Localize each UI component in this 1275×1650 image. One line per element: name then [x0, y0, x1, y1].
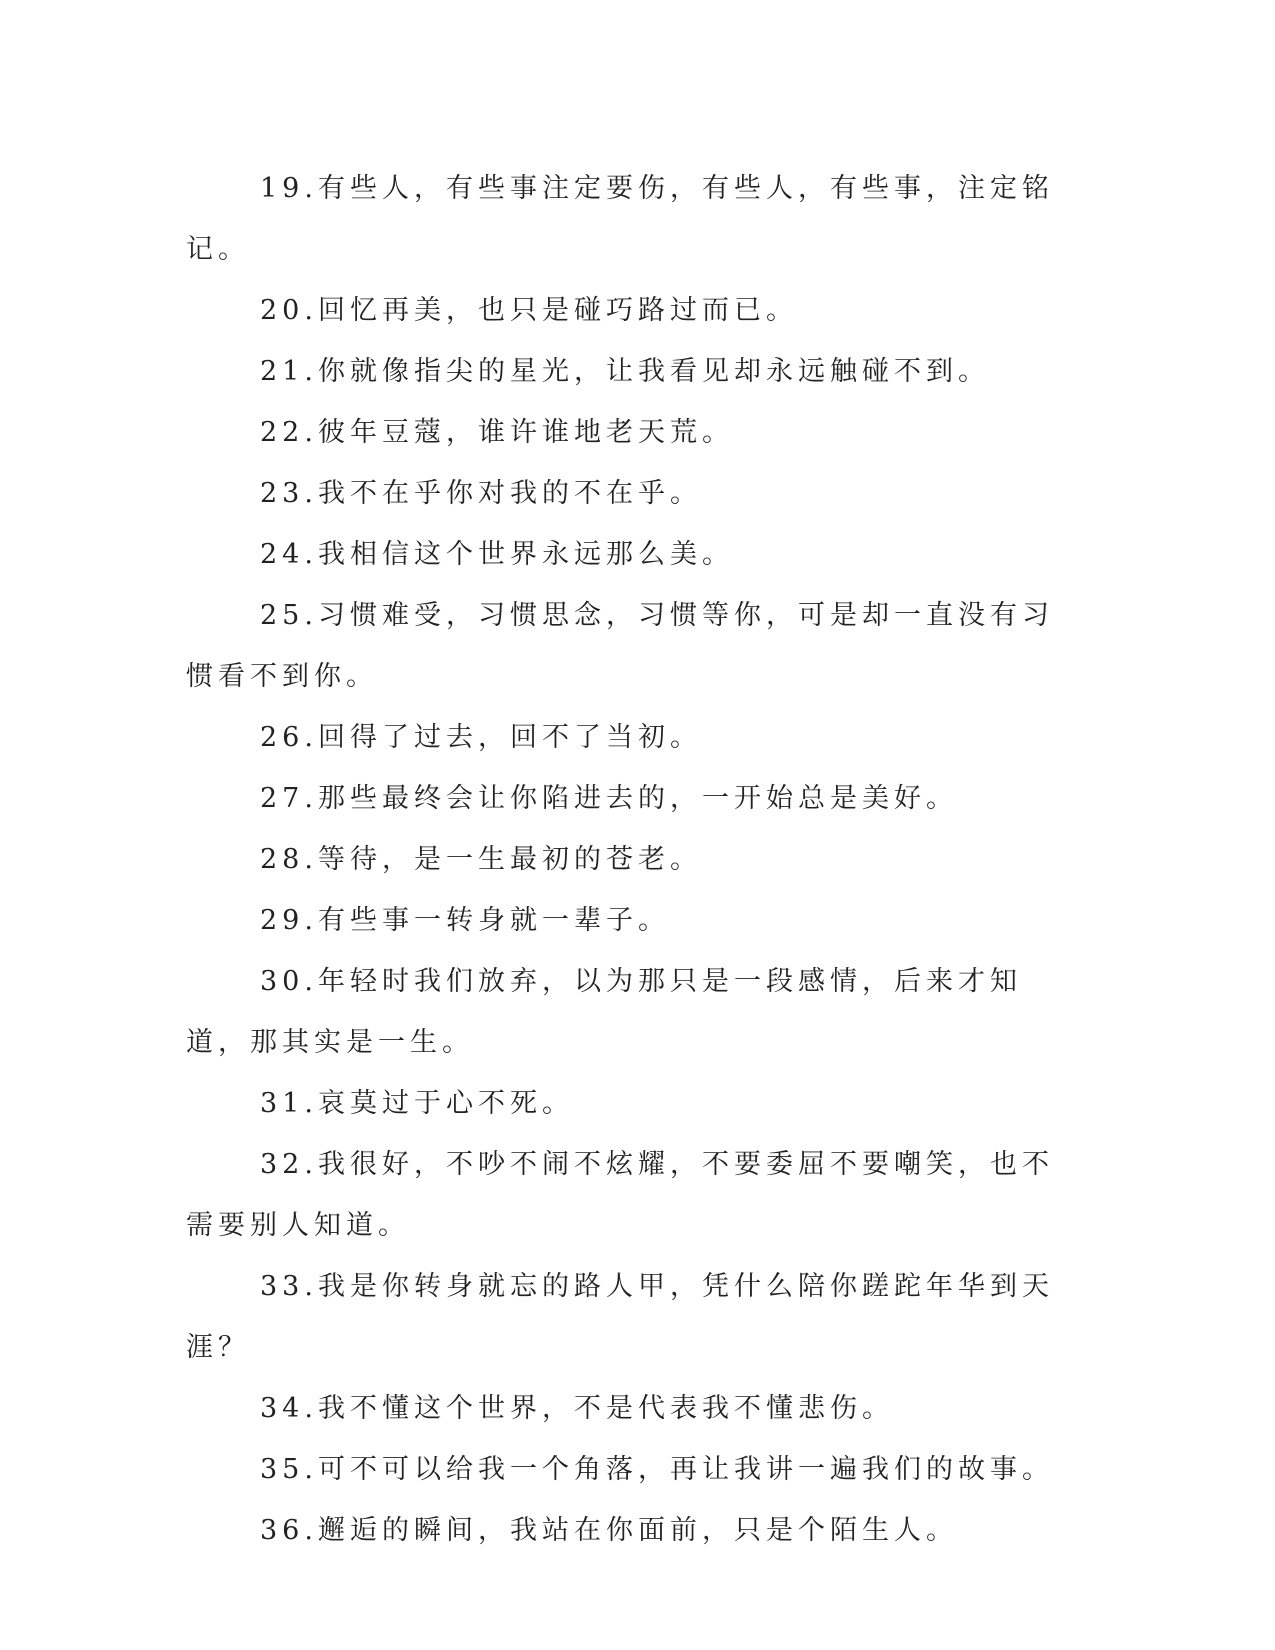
paragraph-24: 24.我相信这个世界永远那么美。: [260, 539, 734, 570]
paragraph-28: 28.等待，是一生最初的苍老。: [260, 844, 702, 875]
paragraph-22: 22.彼年豆蔻，谁许谁地老天荒。: [260, 417, 734, 448]
paragraph-25: 25.习惯难受，习惯思念，习惯等你，可是却一直没有习惯看不到你。: [186, 600, 1054, 692]
paragraph-27: 27.那些最终会让你陷进去的，一开始总是美好。: [260, 783, 958, 814]
paragraph-23: 23.我不在乎你对我的不在乎。: [260, 478, 702, 509]
paragraph-20: 20.回忆再美，也只是碰巧路过而已。: [260, 295, 798, 326]
paragraph-29: 29.有些事一转身就一辈子。: [260, 905, 670, 936]
paragraph-34: 34.我不懂这个世界，不是代表我不懂悲伤。: [260, 1393, 894, 1424]
paragraph-35: 35.可不可以给我一个角落，再让我讲一遍我们的故事。: [260, 1454, 1054, 1485]
paragraph-32: 32.我很好，不吵不闹不炫耀，不要委屈不要嘲笑，也不需要别人知道。: [186, 1149, 1054, 1241]
paragraph-19: 19.有些人，有些事注定要伤，有些人，有些事，注定铭记。: [186, 173, 1054, 265]
paragraph-30: 30.年轻时我们放弃，以为那只是一段感情，后来才知道，那其实是一生。: [186, 966, 1022, 1058]
paragraph-31: 31.哀莫过于心不死。: [260, 1088, 574, 1119]
paragraph-36: 36.邂逅的瞬间，我站在你面前，只是个陌生人。: [260, 1515, 958, 1546]
document-body: [186, 158, 1076, 1561]
paragraph-33: 33.我是你转身就忘的路人甲，凭什么陪你蹉跎年华到天涯？: [186, 1271, 1054, 1363]
paragraph-26: 26.回得了过去，回不了当初。: [260, 722, 702, 753]
paragraph-21: 21.你就像指尖的星光，让我看见却永远触碰不到。: [260, 356, 990, 387]
